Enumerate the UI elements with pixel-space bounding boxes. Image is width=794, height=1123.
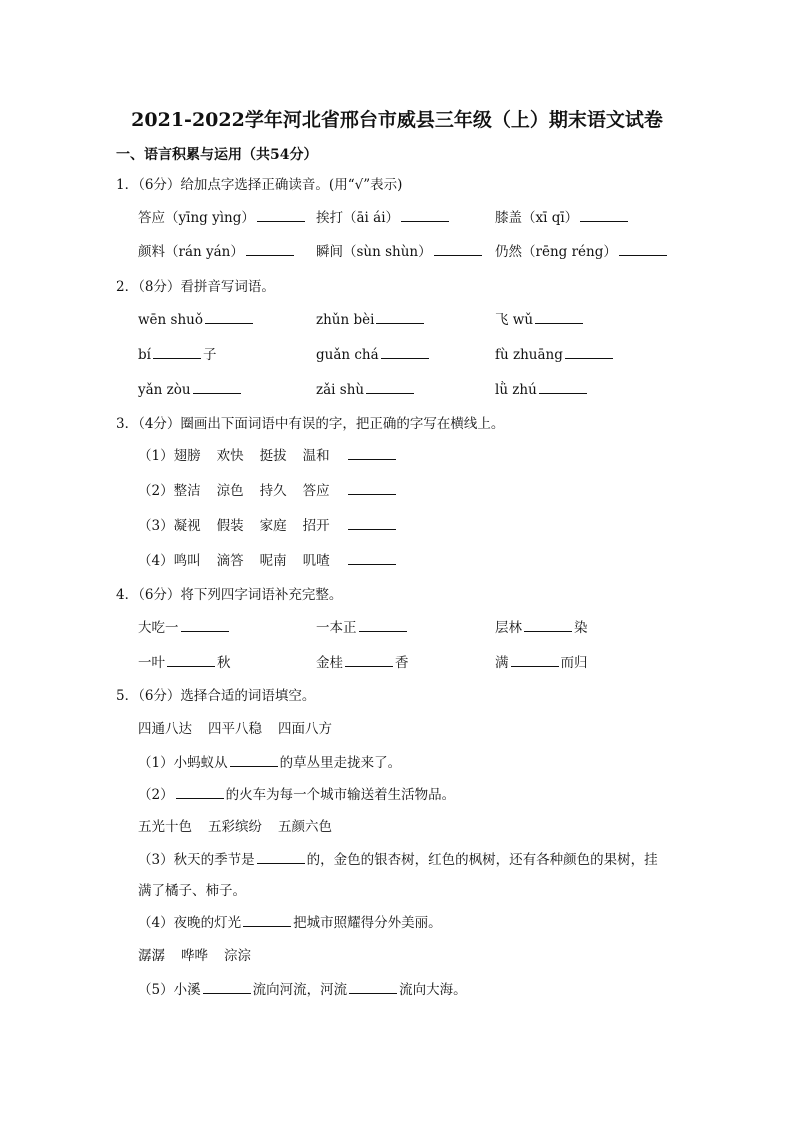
q4-item-2: 一本正 [316, 622, 409, 636]
q3-row-2: （2）整洁 涼色 持久 答应 [138, 485, 398, 499]
question-5-stem: 5．（6分）选择合适的词语填空。 [116, 688, 316, 704]
q5-word-group-1: 四通八达 四平八稳 四面八方 [138, 721, 332, 737]
q1-item-6: 仍然（rēng réng） [495, 246, 669, 260]
q4-item-1: 大吃一 [138, 622, 231, 636]
question-2-stem: 2．（8分）看拼音写词语。 [116, 279, 275, 295]
q2-item-6: fù zhuāng [495, 349, 615, 363]
q2-item-4: bí 子 [138, 347, 217, 363]
q2-item-9: lǜ zhú [495, 384, 589, 398]
q5-sentence-4: （4）夜晚的灯光 把城市照耀得分外美丽。 [138, 915, 442, 931]
q2-item-7: yǎn zòu [138, 384, 243, 398]
q4-item-5: 金桂 香 [316, 655, 409, 671]
q5-sentence-1: （1）小蚂蚁从 的草丛里走拢来了。 [138, 755, 402, 771]
q1-item-5: 瞬间（sùn shùn） [316, 246, 484, 260]
q5-word-group-3: 潺潺 哗哗 淙淙 [138, 948, 251, 964]
q2-item-1: wēn shuǒ [138, 314, 255, 328]
q5-sentence-3: （3）秋天的季节是 的，金色的银杏树，红色的枫树，还有各种颜色的果树，挂 [138, 852, 658, 868]
question-3-stem: 3．（4分）圈画出下面词语中有误的字，把正确的字写在横线上。 [116, 416, 505, 432]
question-4-stem: 4．（6分）将下列四字词语补充完整。 [116, 587, 343, 603]
q1-item-2: 挨打（āi ái） [316, 212, 451, 226]
q2-item-5: guǎn chá [316, 349, 431, 363]
q3-row-1: （1）翅膀 欢快 挺拔 温和 [138, 450, 398, 464]
q1-item-3: 膝盖（xī qī） [495, 212, 630, 226]
q4-item-4: 一叶 秋 [138, 655, 231, 671]
q3-row-4: （4）鸣叫 滴答 呢南 叽喳 [138, 555, 398, 569]
q4-item-3: 层林 染 [495, 620, 588, 636]
q5-sentence-5: （5）小溪 流向河流，河流 流向大海。 [138, 982, 467, 998]
q2-item-8: zǎi shù [316, 384, 416, 398]
q2-item-3: 飞 wǔ [495, 314, 585, 328]
q3-row-3: （3）凝视 假装 家庭 招开 [138, 520, 398, 534]
q5-sentence-2: （2） 的火车为每一个城市输送着生活物品。 [138, 787, 456, 803]
q2-item-2: zhǔn bèi [316, 314, 426, 328]
q4-item-6: 满 而归 [495, 655, 588, 671]
question-1-stem: 1．（6分）给加点字选择正确读音。(用“√”表示) [116, 177, 403, 193]
q1-item-4: 颜料（rán yán） [138, 246, 296, 260]
section-heading: 一、语言积累与运用（共54分） [116, 147, 318, 163]
q5-word-group-2: 五光十色 五彩缤纷 五颜六色 [138, 819, 332, 835]
page-title: 2021-2022学年河北省邢台市威县三年级（上）期末语文试卷 [131, 109, 663, 131]
q5-sentence-3-cont: 满了橘子、柿子。 [138, 883, 246, 899]
q1-item-1: 答应（yīng yìng） [138, 212, 307, 226]
